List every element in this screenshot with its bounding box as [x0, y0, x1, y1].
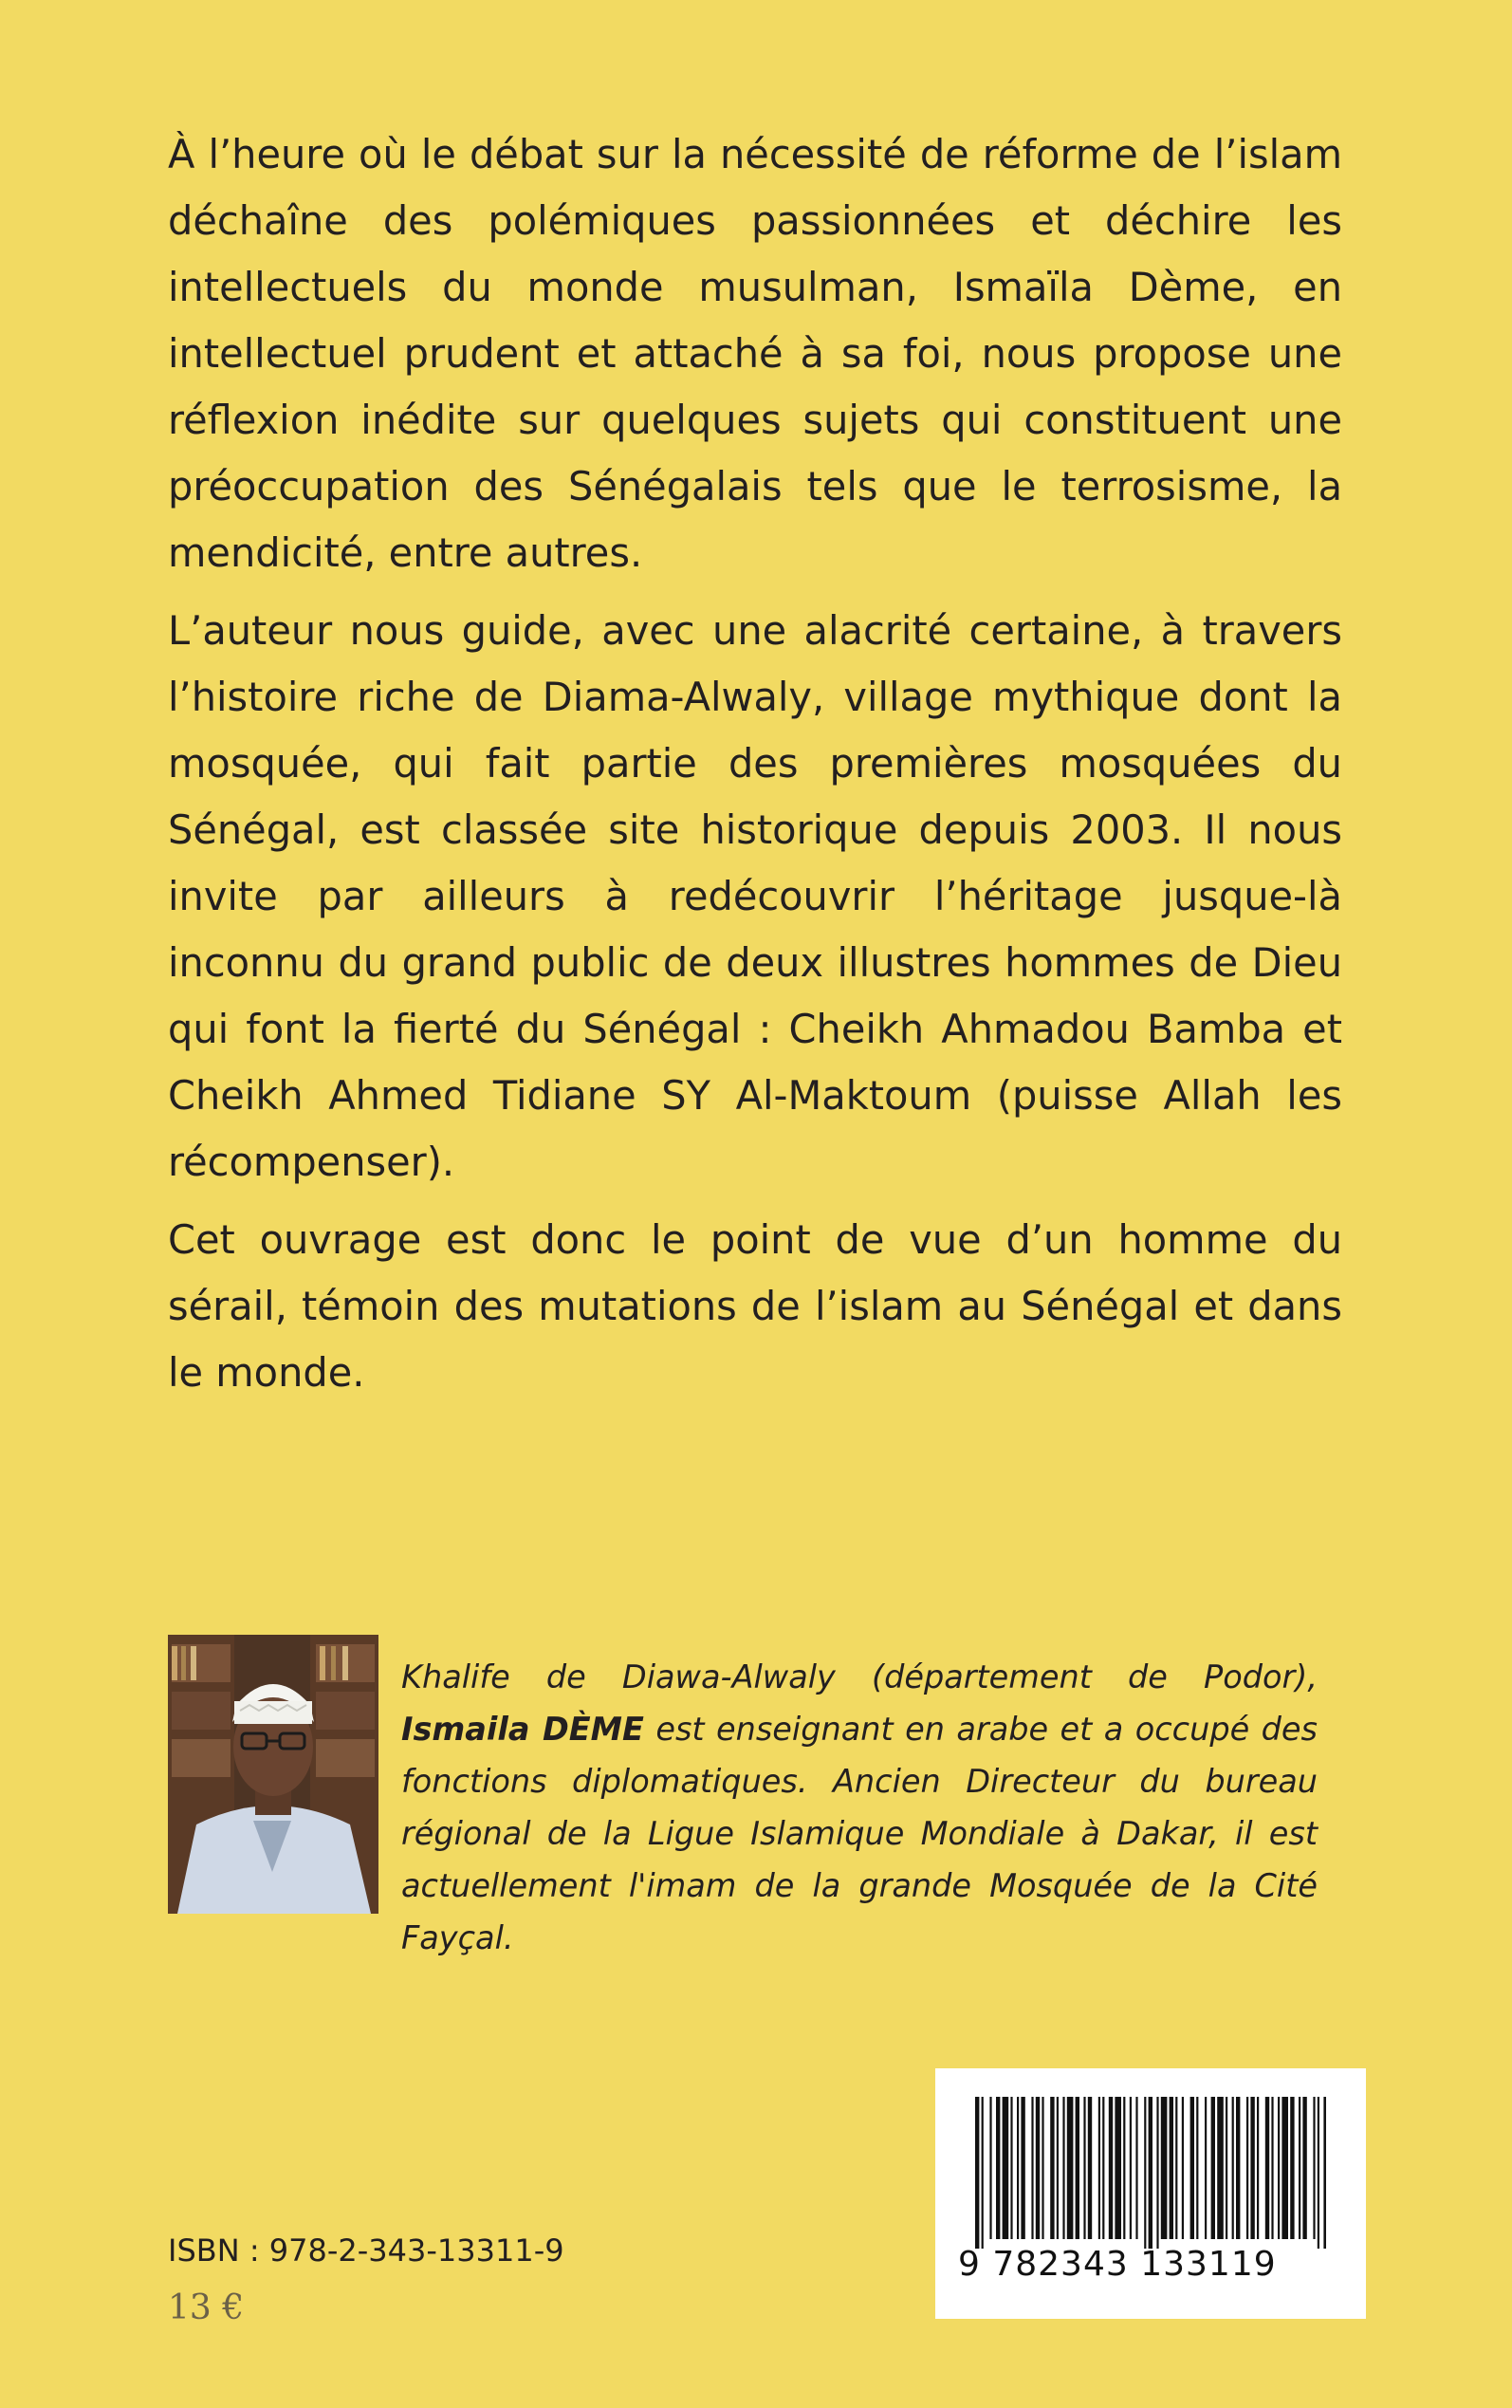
barcode-bar [1083, 2097, 1085, 2239]
barcode-bar [1076, 2097, 1079, 2239]
barcode-bar [1102, 2097, 1104, 2239]
barcode-bar [1003, 2097, 1009, 2239]
author-name: Ismaila DÈME [401, 1711, 644, 1748]
barcode-bar [1299, 2097, 1300, 2239]
author-bio [401, 1651, 1318, 1964]
barcode-bar [1282, 2097, 1288, 2239]
barcode-bar [1017, 2097, 1019, 2239]
blurb-paragraph-1: À l’heure où le débat sur la nécessité de réforme de l’islam déchaîne des polémiques passionnées et déchire les intellectuels du monde musulman, Ismaïla Dème, en intellectuel prudent et attaché à sa foi, nous propose une réflexion inédite sur quelques sujets qui constituent une préoccupation des Sénégalais tels que le terrosisme, la mendicité, entre autres. [168, 131, 1342, 576]
barcode-bar [1271, 2097, 1273, 2239]
barcode-bar [1130, 2097, 1132, 2239]
barcode-bar [1115, 2097, 1121, 2239]
author-bio-intro: Khalife de Diawa-Alwaly (département de Podor), [401, 1658, 1318, 1695]
barcode-bar [1170, 2097, 1173, 2239]
blurb [168, 121, 1342, 1417]
barcode-bar [1278, 2097, 1280, 2239]
barcode-bar [1302, 2097, 1306, 2239]
barcode-bar [1156, 2097, 1158, 2249]
barcode-bar [1109, 2097, 1113, 2239]
barcode-bar [1123, 2097, 1125, 2239]
barcode-bar [1031, 2097, 1033, 2239]
barcode-bar [1042, 2097, 1043, 2239]
barcode-bar [1190, 2097, 1194, 2239]
barcode-bar [975, 2097, 979, 2249]
barcode-bar [1318, 2097, 1319, 2249]
barcode-bar [1144, 2097, 1146, 2249]
barcode-bar [1175, 2097, 1177, 2239]
barcode-bar [1257, 2097, 1259, 2239]
barcode-bar [1161, 2097, 1168, 2239]
barcode-digits: 9 782343 133119 [958, 2245, 1277, 2284]
barcode-bar [1290, 2097, 1294, 2239]
barcode-bar [1149, 2097, 1152, 2249]
barcode-bar [1182, 2097, 1184, 2239]
barcode-bar [1135, 2097, 1137, 2239]
barcode-box [935, 2068, 1366, 2319]
barcode-bar [1062, 2097, 1064, 2239]
barcode-bar [1217, 2097, 1224, 2239]
barcode-bar [1021, 2097, 1024, 2239]
barcode-bar [1036, 2097, 1040, 2239]
barcode-bar [1313, 2097, 1315, 2239]
barcode-bar [1196, 2097, 1198, 2239]
barcode-bar [989, 2097, 991, 2239]
barcode-bar [1098, 2097, 1100, 2239]
barcode-bar [1010, 2097, 1012, 2239]
blurb-paragraph-3: Cet ouvrage est donc le point de vue d’un homme du sérail, témoin des mutations de l’islam au Sénégal et dans le monde. [168, 1216, 1342, 1396]
barcode-bar [1057, 2097, 1059, 2239]
barcode-bar [1067, 2097, 1074, 2239]
isbn-label: ISBN : 978-2-343-13311-9 [168, 2232, 564, 2269]
author-photo [168, 1635, 378, 1914]
barcode-bar [1211, 2097, 1215, 2239]
author-portrait-image [168, 1635, 378, 1914]
barcode-bar [1226, 2097, 1227, 2239]
barcode-bar [1250, 2097, 1254, 2239]
price-label: 13 € [168, 2288, 245, 2327]
barcode-bar [996, 2097, 1000, 2239]
author-bio-details: est enseignant en arabe et a occupé des fonctions diplomatiques. Ancien Directeur du bureau régional de la Ligue Islamique Mondiale à Dakar, il est actuellement l'imam de la grande Mosquée de la Cité Fayçal. [401, 1711, 1318, 1956]
barcode-bar [1205, 2097, 1207, 2239]
barcode-bar [1050, 2097, 1054, 2239]
barcode-bar [982, 2097, 984, 2249]
barcode-bar [1265, 2097, 1269, 2239]
barcode-bars [975, 2097, 1326, 2249]
barcode-bar [1323, 2097, 1326, 2249]
barcode-bar [1236, 2097, 1240, 2239]
blurb-paragraph-2: L’auteur nous guide, avec une alacrité certaine, à travers l’histoire riche de Diama-Alwaly, village mythique dont la mosquée, qui fait partie des premières mosquées du Sénégal, est classée site historique depuis 2003. Il nous invite par ailleurs à redécouvrir l’héritage jusque-là inconnu du grand public de deux illustres hommes de Dieu qui font la fierté du Sénégal : Cheikh Ahmadou Bamba et Cheikh Ahmed Tidiane SY Al-Maktoum (puisse Allah les récompenser). [168, 607, 1342, 1185]
barcode-bar [1246, 2097, 1248, 2239]
barcode-bar [1088, 2097, 1092, 2239]
barcode-bar [1232, 2097, 1234, 2239]
